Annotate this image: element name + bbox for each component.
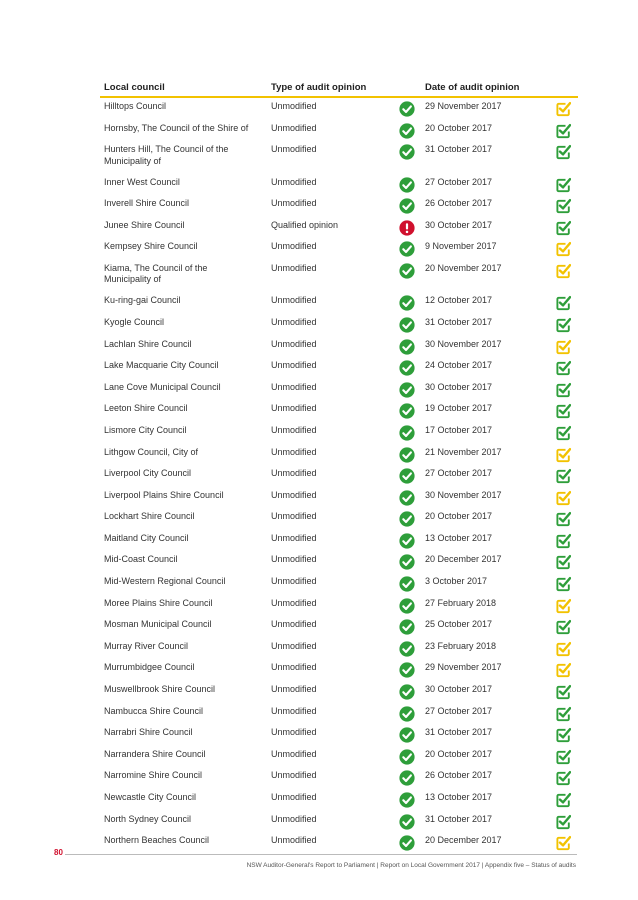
audit-opinion-type: Unmodified	[271, 727, 317, 738]
audit-opinion-type: Unmodified	[271, 241, 317, 252]
header-date-of-audit-opinion: Date of audit opinion	[425, 81, 520, 93]
audit-opinion-date: 24 October 2017	[425, 360, 493, 371]
audit-opinion-type: Unmodified	[271, 403, 317, 414]
audit-opinion-date: 31 October 2017	[425, 316, 493, 327]
green-check-icon	[399, 684, 415, 700]
audit-opinion-date: 20 October 2017	[425, 122, 493, 133]
audit-opinion-date: 3 October 2017	[425, 576, 488, 587]
council-name: Hunters Hill, The Council of the Municipality of	[104, 144, 229, 166]
green-check-icon	[399, 144, 415, 160]
council-name: Lane Cove Municipal Council	[104, 381, 221, 392]
table-row	[100, 98, 578, 120]
council-name: Junee Shire Council	[104, 219, 185, 230]
audit-opinion-date: 21 November 2017	[425, 446, 502, 457]
green-tick-box-icon	[555, 295, 571, 311]
yellow-tick-box-icon	[555, 662, 571, 678]
table-header	[100, 78, 578, 98]
green-tick-box-icon	[555, 706, 571, 722]
yellow-tick-box-icon	[555, 101, 571, 117]
audit-opinion-type: Unmodified	[271, 101, 317, 111]
audit-opinion-type: Unmodified	[271, 424, 317, 435]
council-name: North Sydney Council	[104, 813, 192, 824]
green-tick-box-icon	[555, 403, 571, 419]
table-row	[100, 422, 578, 444]
table-row	[100, 703, 578, 725]
table-row	[100, 465, 578, 487]
audit-status-table	[100, 78, 578, 854]
green-check-icon	[399, 792, 415, 808]
green-check-icon	[399, 490, 415, 506]
council-name: Kyogle Council	[104, 316, 165, 327]
council-name: Narrandera Shire Council	[104, 748, 206, 759]
green-tick-box-icon	[555, 511, 571, 527]
table-row	[100, 767, 578, 789]
audit-opinion-date: 17 October 2017	[425, 424, 493, 435]
yellow-tick-box-icon	[555, 835, 571, 851]
audit-opinion-type: Unmodified	[271, 198, 317, 209]
audit-opinion-type: Unmodified	[271, 597, 317, 608]
audit-opinion-type: Unmodified	[271, 262, 317, 273]
table-row	[100, 174, 578, 196]
council-name: Murray River Council	[104, 640, 189, 651]
audit-opinion-date: 31 October 2017	[425, 144, 493, 155]
audit-opinion-type: Unmodified	[271, 576, 317, 587]
audit-opinion-type: Unmodified	[271, 770, 317, 781]
table-row	[100, 444, 578, 466]
table-row	[100, 616, 578, 638]
table-row	[100, 530, 578, 552]
green-check-icon	[399, 198, 415, 214]
audit-opinion-type: Unmodified	[271, 468, 317, 479]
green-check-icon	[399, 749, 415, 765]
table-row	[100, 260, 578, 292]
council-name: Hornsby, The Council of the Shire of	[104, 122, 249, 133]
green-check-icon	[399, 511, 415, 527]
audit-opinion-type: Unmodified	[271, 381, 317, 392]
council-name: Inverell Shire Council	[104, 198, 190, 209]
green-check-icon	[399, 295, 415, 311]
footer-text: NSW Auditor-General's Report to Parliament | Report on Local Government 2017 | Appendix five – Status of audits	[246, 862, 576, 869]
green-check-icon	[399, 339, 415, 355]
audit-opinion-type: Unmodified	[271, 338, 317, 349]
audit-opinion-date: 30 October 2017	[425, 684, 493, 695]
audit-opinion-date: 29 November 2017	[425, 662, 502, 673]
council-name: Lithgow Council, City of	[104, 446, 199, 457]
audit-opinion-date: 12 October 2017	[425, 295, 493, 306]
green-tick-box-icon	[555, 749, 571, 765]
header-local-council: Local council	[104, 81, 165, 93]
council-name: Hilltops Council	[104, 101, 167, 111]
audit-opinion-date: 26 October 2017	[425, 770, 493, 781]
table-row	[100, 789, 578, 811]
green-tick-box-icon	[555, 576, 571, 592]
green-tick-box-icon	[555, 144, 571, 160]
yellow-tick-box-icon	[555, 263, 571, 279]
table-row	[100, 681, 578, 703]
audit-opinion-type: Unmodified	[271, 446, 317, 457]
green-tick-box-icon	[555, 123, 571, 139]
green-check-icon	[399, 360, 415, 376]
green-check-icon	[399, 619, 415, 635]
audit-opinion-type: Unmodified	[271, 489, 317, 500]
council-name: Inner West Council	[104, 176, 180, 187]
table-row	[100, 400, 578, 422]
audit-opinion-date: 13 October 2017	[425, 532, 493, 543]
audit-opinion-date: 27 October 2017	[425, 705, 493, 716]
council-name: Mid-Western Regional Council	[104, 576, 226, 587]
audit-opinion-type: Unmodified	[271, 360, 317, 371]
audit-opinion-date: 20 October 2017	[425, 748, 493, 759]
green-check-icon	[399, 468, 415, 484]
audit-opinion-date: 26 October 2017	[425, 198, 493, 209]
green-check-icon	[399, 425, 415, 441]
green-tick-box-icon	[555, 727, 571, 743]
audit-opinion-date: 30 October 2017	[425, 219, 493, 230]
yellow-tick-box-icon	[555, 598, 571, 614]
table-row	[100, 659, 578, 681]
audit-opinion-type: Qualified opinion	[271, 219, 339, 230]
table-row	[100, 336, 578, 358]
council-name: Murrumbidgee Council	[104, 662, 195, 673]
audit-opinion-date: 29 November 2017	[425, 101, 502, 111]
green-check-icon	[399, 533, 415, 549]
table-row	[100, 217, 578, 239]
table-row	[100, 638, 578, 660]
green-check-icon	[399, 447, 415, 463]
council-name: Lockhart Shire Council	[104, 511, 195, 522]
table-row	[100, 573, 578, 595]
table-row	[100, 832, 578, 854]
audit-opinion-type: Unmodified	[271, 835, 317, 846]
audit-opinion-type: Unmodified	[271, 554, 317, 565]
audit-opinion-type: Unmodified	[271, 295, 317, 306]
council-name: Ku-ring-gai Council	[104, 295, 181, 306]
header-type-of-audit-opinion: Type of audit opinion	[271, 81, 367, 93]
table-row	[100, 595, 578, 617]
table-row	[100, 238, 578, 260]
council-name: Mosman Municipal Council	[104, 619, 212, 630]
table-row	[100, 357, 578, 379]
audit-opinion-date: 9 November 2017	[425, 241, 497, 252]
audit-opinion-date: 30 November 2017	[425, 338, 502, 349]
audit-opinion-date: 19 October 2017	[425, 403, 493, 414]
green-check-icon	[399, 576, 415, 592]
table-body	[100, 98, 578, 854]
table-row	[100, 551, 578, 573]
green-check-icon	[399, 403, 415, 419]
green-check-icon	[399, 101, 415, 117]
audit-opinion-type: Unmodified	[271, 511, 317, 522]
green-check-icon	[399, 814, 415, 830]
page-number: 80	[54, 848, 63, 857]
green-check-icon	[399, 835, 415, 851]
green-tick-box-icon	[555, 198, 571, 214]
green-tick-box-icon	[555, 468, 571, 484]
council-name: Moree Plains Shire Council	[104, 597, 213, 608]
council-name: Muswellbrook Shire Council	[104, 684, 216, 695]
yellow-tick-box-icon	[555, 241, 571, 257]
green-tick-box-icon	[555, 792, 571, 808]
audit-opinion-type: Unmodified	[271, 640, 317, 651]
audit-opinion-date: 31 October 2017	[425, 813, 493, 824]
table-row	[100, 195, 578, 217]
audit-opinion-type: Unmodified	[271, 316, 317, 327]
council-name: Narromine Shire Council	[104, 770, 203, 781]
audit-opinion-type: Unmodified	[271, 619, 317, 630]
footer-divider	[65, 854, 577, 855]
council-name: Liverpool City Council	[104, 468, 192, 479]
yellow-tick-box-icon	[555, 490, 571, 506]
green-tick-box-icon	[555, 770, 571, 786]
audit-opinion-type: Unmodified	[271, 705, 317, 716]
audit-opinion-date: 31 October 2017	[425, 727, 493, 738]
audit-opinion-date: 20 October 2017	[425, 511, 493, 522]
council-name: Maitland City Council	[104, 532, 189, 543]
green-check-icon	[399, 770, 415, 786]
council-name: Leeton Shire Council	[104, 403, 188, 414]
audit-opinion-type: Unmodified	[271, 532, 317, 543]
green-check-icon	[399, 598, 415, 614]
green-check-icon	[399, 641, 415, 657]
council-name: Liverpool Plains Shire Council	[104, 489, 224, 500]
green-tick-box-icon	[555, 317, 571, 333]
audit-opinion-date: 20 December 2017	[425, 554, 502, 565]
green-check-icon	[399, 382, 415, 398]
audit-opinion-type: Unmodified	[271, 122, 317, 133]
green-tick-box-icon	[555, 177, 571, 193]
audit-opinion-type: Unmodified	[271, 813, 317, 824]
green-check-icon	[399, 554, 415, 570]
table-row	[100, 292, 578, 314]
table-row	[100, 141, 578, 173]
council-name: Lachlan Shire Council	[104, 338, 192, 349]
audit-opinion-type: Unmodified	[271, 684, 317, 695]
audit-opinion-date: 27 October 2017	[425, 176, 493, 187]
green-check-icon	[399, 177, 415, 193]
audit-opinion-date: 30 November 2017	[425, 489, 502, 500]
table-row	[100, 120, 578, 142]
green-tick-box-icon	[555, 360, 571, 376]
table-row	[100, 314, 578, 336]
green-check-icon	[399, 317, 415, 333]
green-tick-box-icon	[555, 619, 571, 635]
green-check-icon	[399, 241, 415, 257]
green-tick-box-icon	[555, 220, 571, 236]
audit-opinion-date: 25 October 2017	[425, 619, 493, 630]
table-row	[100, 746, 578, 768]
green-tick-box-icon	[555, 425, 571, 441]
table-row	[100, 508, 578, 530]
table-row	[100, 811, 578, 833]
table-row	[100, 487, 578, 509]
green-tick-box-icon	[555, 554, 571, 570]
audit-opinion-date: 27 February 2018	[425, 597, 497, 608]
council-name: Mid-Coast Council	[104, 554, 178, 565]
audit-opinion-type: Unmodified	[271, 176, 317, 187]
audit-opinion-date: 20 December 2017	[425, 835, 502, 846]
green-check-icon	[399, 263, 415, 279]
audit-opinion-date: 27 October 2017	[425, 468, 493, 479]
table-row	[100, 724, 578, 746]
red-alert-icon	[399, 220, 415, 236]
council-name: Lismore City Council	[104, 424, 187, 435]
audit-opinion-type: Unmodified	[271, 792, 317, 802]
audit-opinion-date: 30 October 2017	[425, 381, 493, 392]
yellow-tick-box-icon	[555, 641, 571, 657]
council-name: Kempsey Shire Council	[104, 241, 198, 252]
yellow-tick-box-icon	[555, 339, 571, 355]
audit-opinion-type: Unmodified	[271, 748, 317, 759]
green-check-icon	[399, 662, 415, 678]
green-tick-box-icon	[555, 684, 571, 700]
table-row	[100, 379, 578, 401]
green-tick-box-icon	[555, 814, 571, 830]
yellow-tick-box-icon	[555, 447, 571, 463]
audit-opinion-date: 13 October 2017	[425, 792, 493, 802]
council-name: Kiama, The Council of the Municipality of	[104, 262, 208, 285]
council-name: Nambucca Shire Council	[104, 705, 204, 716]
green-check-icon	[399, 706, 415, 722]
green-tick-box-icon	[555, 533, 571, 549]
council-name: Lake Macquarie City Council	[104, 360, 219, 371]
green-check-icon	[399, 727, 415, 743]
audit-opinion-type: Unmodified	[271, 144, 317, 155]
council-name: Newcastle City Council	[104, 792, 197, 802]
audit-opinion-date: 23 February 2018	[425, 640, 497, 651]
council-name: Narrabri Shire Council	[104, 727, 193, 738]
audit-opinion-type: Unmodified	[271, 662, 317, 673]
green-tick-box-icon	[555, 382, 571, 398]
council-name: Northern Beaches Council	[104, 835, 210, 846]
audit-opinion-date: 20 November 2017	[425, 262, 502, 273]
green-check-icon	[399, 123, 415, 139]
